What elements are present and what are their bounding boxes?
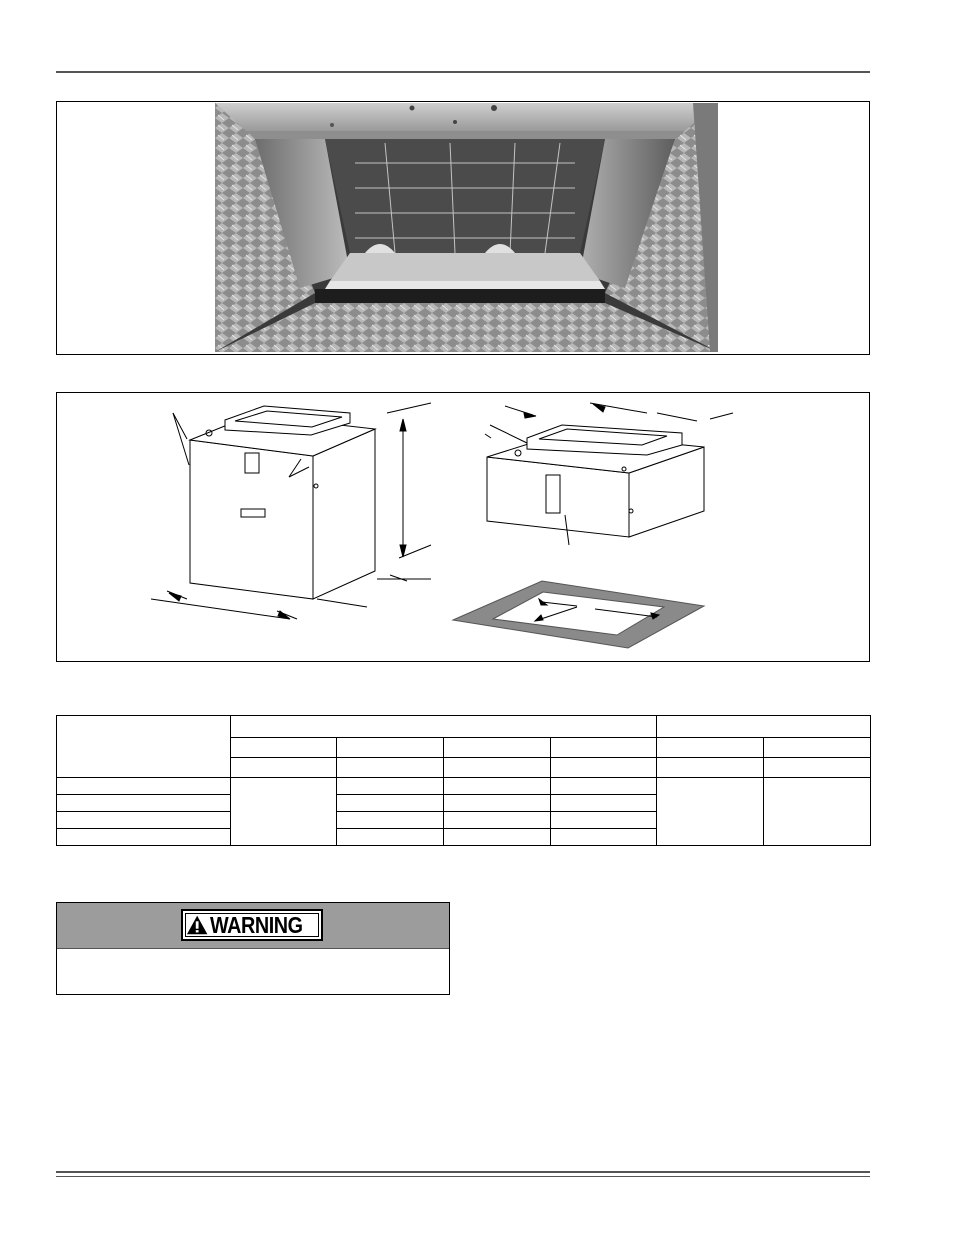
- table-header-cell: [57, 716, 231, 778]
- footer-rule-thin: [56, 1176, 870, 1177]
- dimensions-table: [56, 715, 871, 846]
- cabinet-dimension-drawing: [57, 393, 869, 661]
- header-rule: [56, 71, 870, 73]
- table-group-header: [231, 716, 657, 738]
- top-section-drawing: [485, 403, 733, 545]
- table-unit-cell: [231, 758, 337, 778]
- table-group-header: [657, 716, 871, 738]
- warning-badge: [181, 909, 323, 941]
- table-col-header: [444, 738, 551, 758]
- warning-triangle-icon: [186, 914, 208, 936]
- table-unit-cell: [764, 758, 871, 778]
- dimension-drawing-frame: [56, 392, 870, 662]
- warning-body: [57, 949, 449, 995]
- footer-rule: [56, 1171, 870, 1173]
- table-unit-cell: [444, 758, 551, 778]
- photo-figure-frame: [56, 101, 870, 355]
- table-col-header: [657, 738, 764, 758]
- full-cabinet-drawing: [151, 403, 431, 619]
- warning-label: WARNING: [210, 911, 303, 938]
- table-unit-cell: [657, 758, 764, 778]
- table-col-header: [337, 738, 444, 758]
- warning-header: [57, 903, 449, 949]
- table-col-header: [231, 738, 337, 758]
- table-col-header: [764, 738, 871, 758]
- table-unit-cell: [337, 758, 444, 778]
- warning-box: [56, 902, 450, 995]
- table-row: [57, 778, 871, 795]
- coil-cabinet-photo: [215, 103, 718, 352]
- gasket-drawing: [453, 581, 704, 648]
- table-unit-cell: [551, 758, 657, 778]
- table-col-header: [551, 738, 657, 758]
